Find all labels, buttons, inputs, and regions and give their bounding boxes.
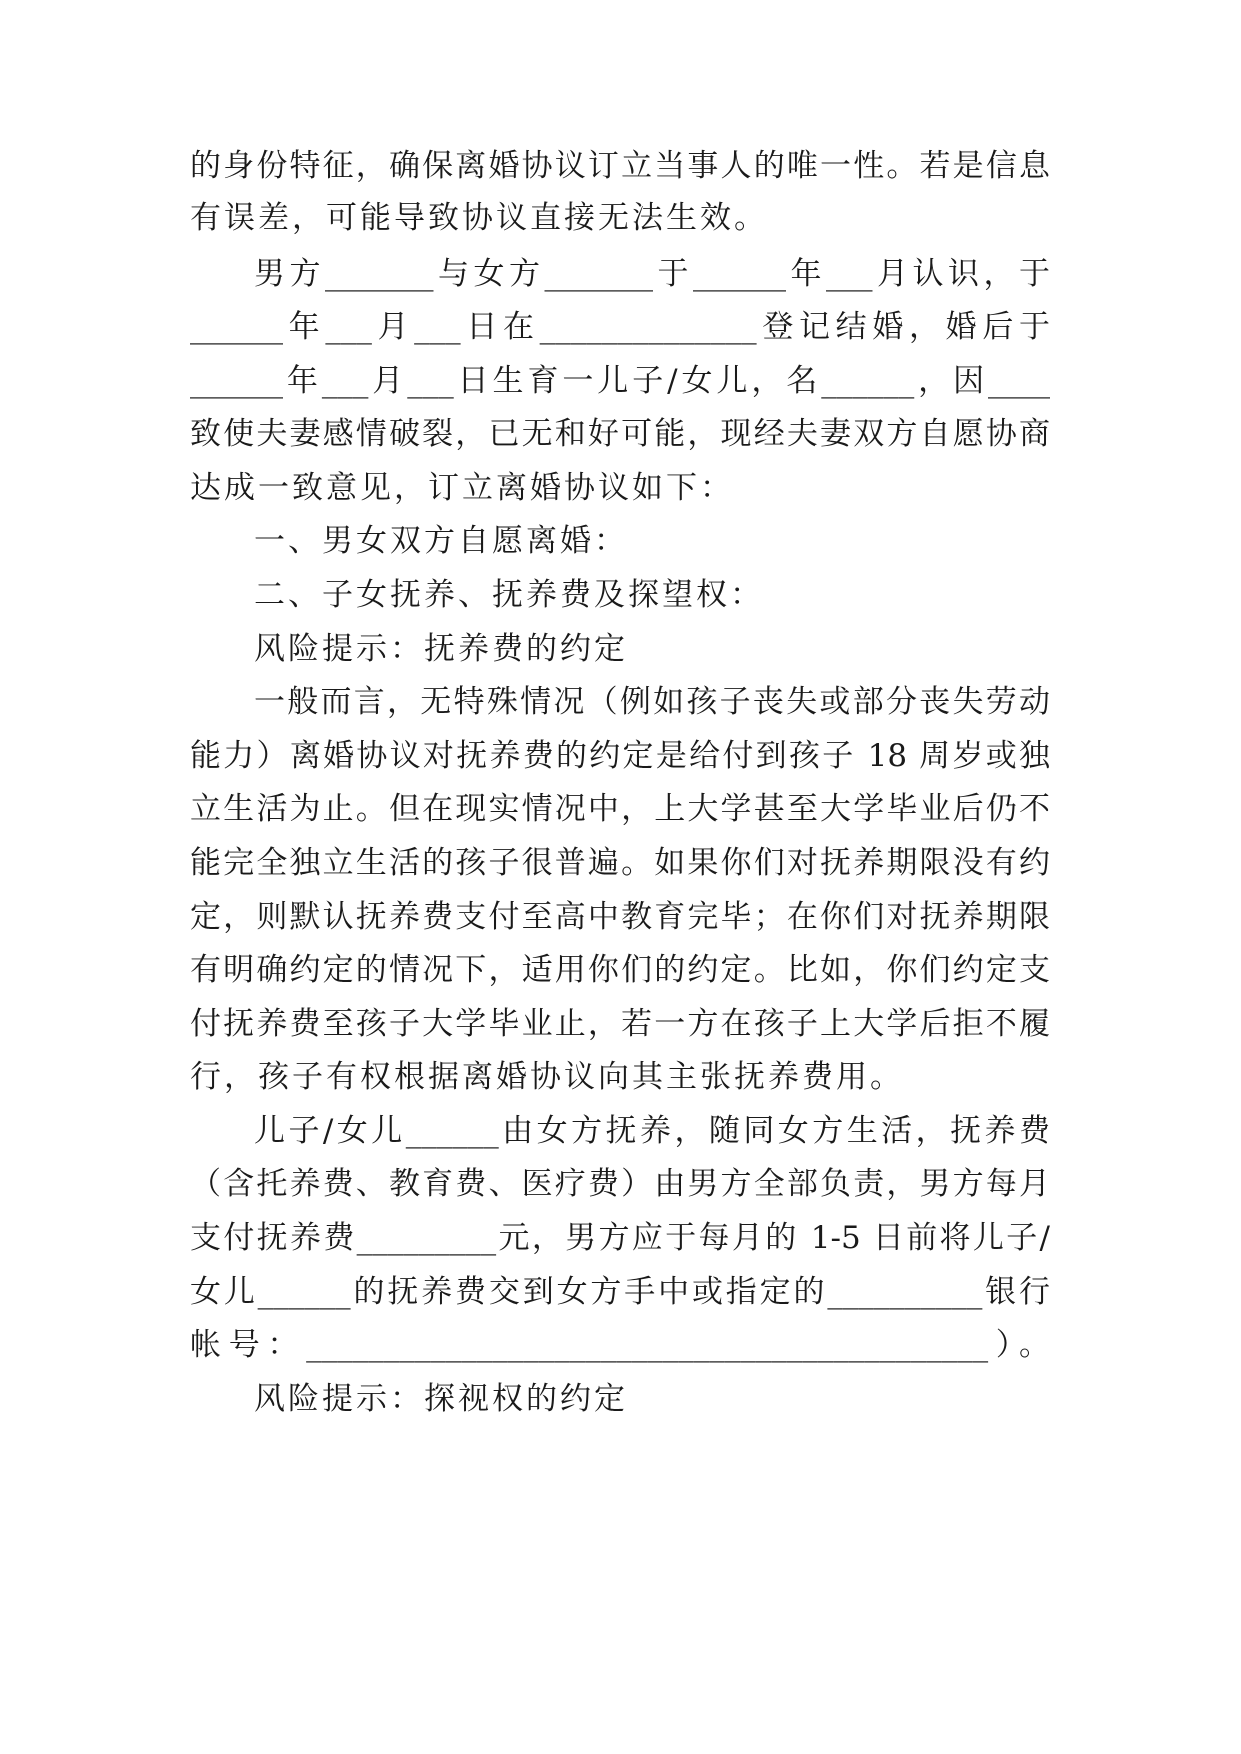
text-line: 风险提示：探视权的约定 [254, 1381, 628, 1417]
text-line: 的身份特征，确保离婚协议订立当事人的唯一性。若是信息 [190, 148, 1050, 184]
text-line: 达成一致意见，订立离婚协议如下： [190, 470, 734, 506]
text-line: 二、子女抚养、抚养费及探望权： [254, 577, 764, 613]
text-line: 帐号：____________________________________________）。 [190, 1327, 1050, 1363]
text-line: 致使夫妻感情破裂，已无和好可能，现经夫妻双方自愿协商 [190, 416, 1050, 452]
text-line: 定，则默认抚养费支付至高中教育完毕；在你们对抚养期限 [190, 899, 1050, 935]
text-line: 有明确约定的情况下，适用你们的约定。比如，你们约定支 [190, 952, 1050, 988]
text-line: 支付抚养费_________元，男方应于每月的 1-5 日前将儿子/ [190, 1220, 1050, 1256]
text-line: 立生活为止。但在现实情况中，上大学甚至大学毕业后仍不 [190, 791, 1050, 827]
text-line: 能完全独立生活的孩子很普遍。如果你们对抚养期限没有约 [190, 845, 1050, 881]
text-line: 一、男女双方自愿离婚： [254, 523, 628, 559]
text-line: ______年___月___日生育一儿子/女儿，名______，因____ [190, 363, 1050, 399]
text-line: 儿子/女儿______由女方抚养，随同女方生活，抚养费 [254, 1113, 1050, 1149]
text-line: 付抚养费至孩子大学毕业止，若一方在孩子上大学后拒不履 [190, 1006, 1050, 1042]
text-line: 风险提示：抚养费的约定 [254, 631, 628, 667]
text-line: ______年___月___日在______________登记结婚，婚后于 [190, 309, 1050, 345]
text-line: （含托养费、教育费、医疗费）由男方全部负责，男方每月 [190, 1166, 1050, 1202]
text-line: 一般而言，无特殊情况（例如孩子丧失或部分丧失劳动 [254, 684, 1050, 720]
text-line: 能力）离婚协议对抚养费的约定是给付到孩子 18 周岁或独 [190, 738, 1050, 774]
text-line: 行，孩子有权根据离婚协议向其主张抚养费用。 [190, 1059, 904, 1095]
text-line: 有误差，可能导致协议直接无法生效。 [190, 200, 768, 236]
text-line: 男方_______与女方_______于______年___月认识，于 [254, 256, 1050, 292]
text-line: 女儿______的抚养费交到女方手中或指定的__________银行 [190, 1274, 1050, 1310]
